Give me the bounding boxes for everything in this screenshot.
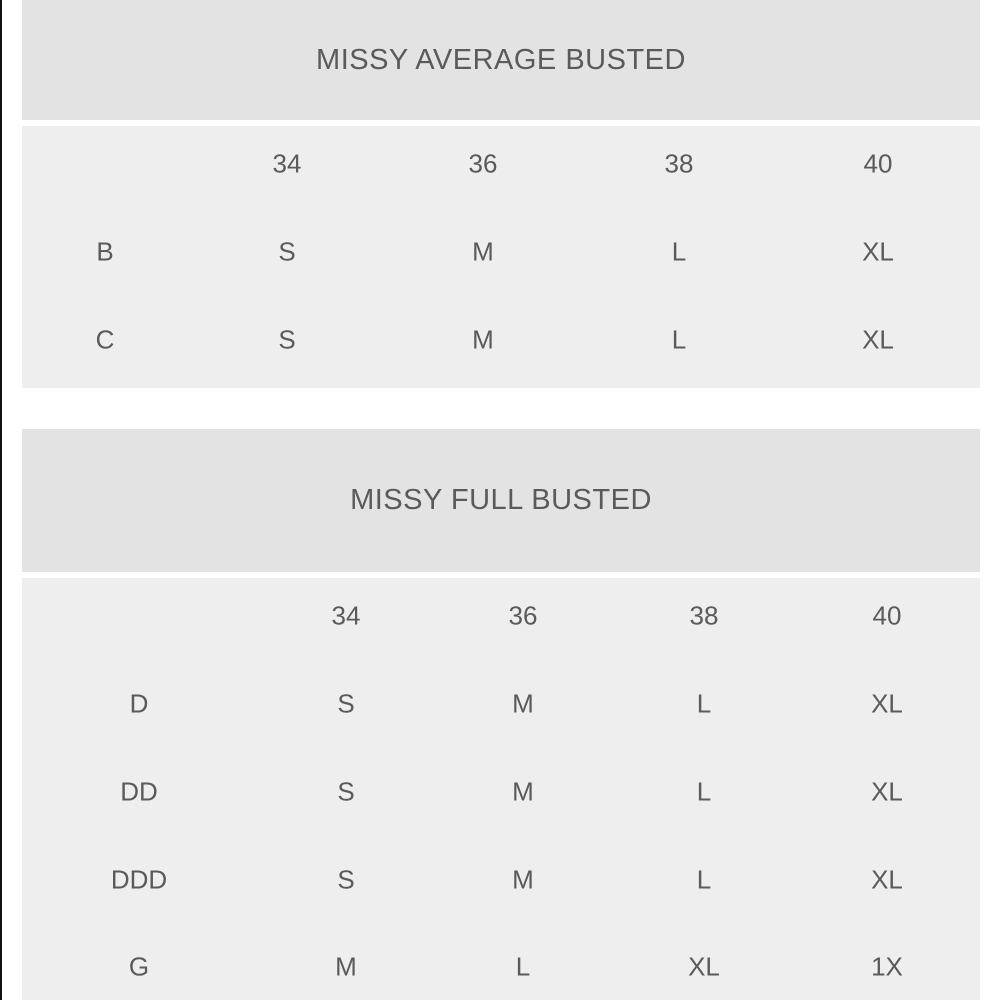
average-size-cell: M: [472, 236, 494, 267]
average-cup-label: C: [95, 324, 115, 355]
full-cup-label: DD: [120, 776, 158, 807]
full-size-cell: L: [696, 864, 712, 895]
full-size-cell: XL: [871, 776, 903, 807]
average-size-cell: XL: [862, 236, 894, 267]
average-size-cell: S: [278, 324, 296, 355]
average-cup-label: B: [96, 236, 114, 267]
average-busted-title: MISSY AVERAGE BUSTED: [316, 43, 686, 76]
average-band-size: 34: [272, 148, 302, 179]
full-size-cell: XL: [688, 951, 720, 982]
average-busted-header: [22, 0, 980, 120]
full-band-size: 36: [508, 600, 538, 631]
full-size-cell: M: [512, 688, 534, 719]
full-band-size: 40: [872, 600, 902, 631]
full-size-cell: S: [337, 864, 355, 895]
full-band-size: 34: [331, 600, 361, 631]
average-size-cell: S: [278, 236, 296, 267]
full-cup-label: DDD: [110, 864, 168, 895]
average-band-size: 38: [664, 148, 694, 179]
average-band-size: 40: [863, 148, 893, 179]
full-size-cell: L: [515, 951, 531, 982]
full-size-cell: S: [337, 776, 355, 807]
full-size-cell: M: [512, 864, 534, 895]
full-size-cell: XL: [871, 688, 903, 719]
full-busted-title: MISSY FULL BUSTED: [350, 484, 652, 516]
average-busted-table: [22, 126, 980, 388]
full-size-cell: L: [696, 688, 712, 719]
full-size-cell: L: [696, 776, 712, 807]
full-size-cell: M: [335, 951, 357, 982]
full-busted-header: [22, 429, 980, 572]
full-size-cell: S: [337, 688, 355, 719]
average-size-cell: XL: [862, 324, 894, 355]
full-busted-table: [22, 578, 980, 1000]
full-size-cell: M: [512, 776, 534, 807]
average-size-cell: M: [472, 324, 494, 355]
full-cup-label: G: [128, 951, 150, 982]
average-band-size: 36: [468, 148, 498, 179]
average-size-cell: L: [671, 236, 687, 267]
full-band-size: 38: [689, 600, 719, 631]
full-size-cell: 1X: [871, 951, 903, 982]
average-size-cell: L: [671, 324, 687, 355]
full-cup-label: D: [129, 688, 149, 719]
left-edge-divider: [0, 0, 2, 1000]
full-size-cell: XL: [871, 864, 903, 895]
